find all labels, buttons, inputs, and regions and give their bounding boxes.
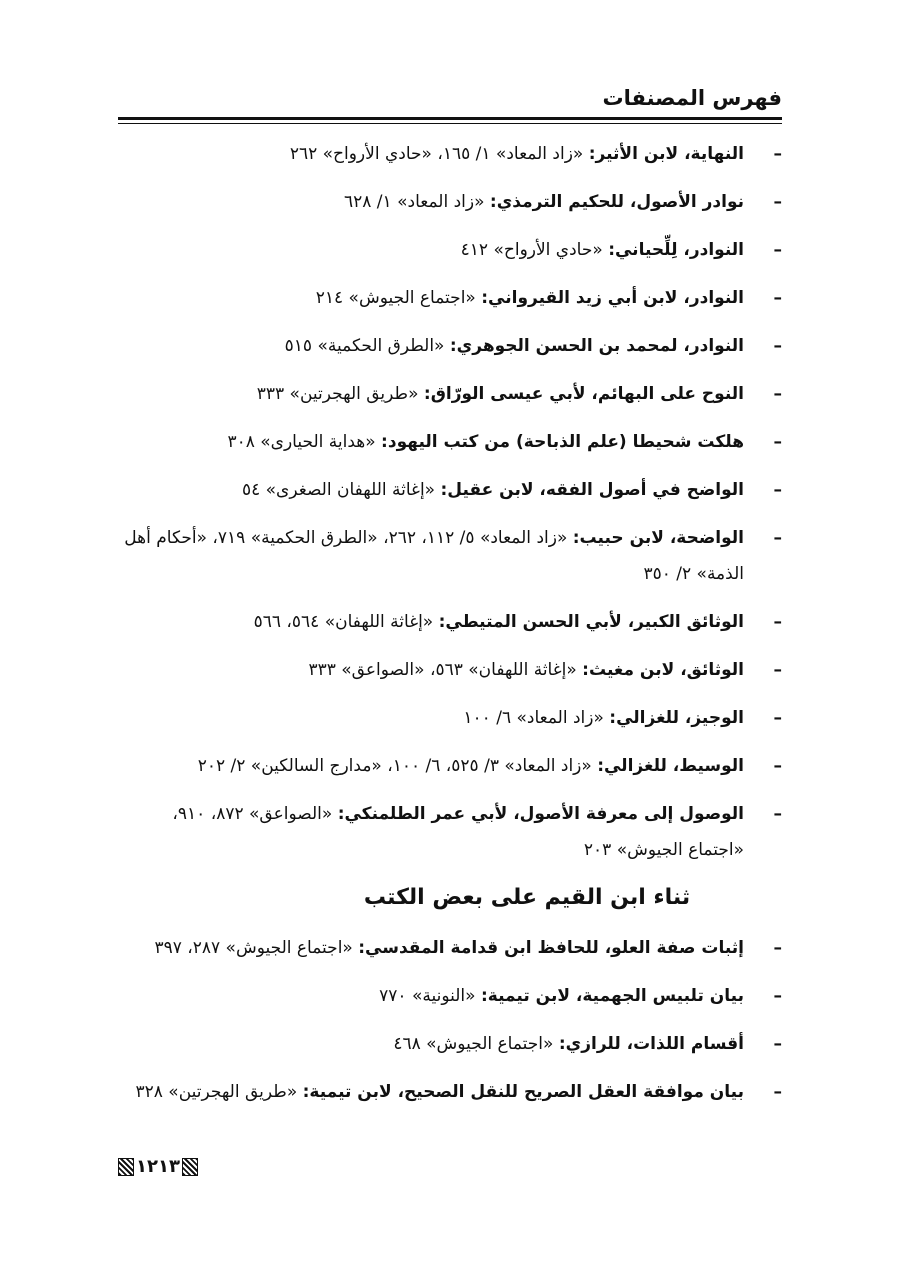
entry-references: «زاد المعاد» ١/ ٦٢٨ [344,192,485,212]
entry-title: إثبات صفة العلو، للحافظ ابن قدامة المقدسي: [358,938,744,958]
index-entry [112,978,782,1014]
entry-dash: – [773,660,782,680]
entry-references: «حادي الأرواح» ٤١٢ [460,240,603,260]
header-rule-thick [118,117,782,120]
ornament-right-icon [182,1158,198,1176]
ornament-left-icon [118,1158,134,1176]
entry-title: النوح على البهائم، لأبي عيسى الورّاق: [423,384,744,404]
index-entry [112,328,782,364]
entries-list-b [112,930,782,1110]
entry-title: بيان موافقة العقل الصريح للنقل الصحيح، لابن تيمية: [302,1082,744,1102]
entry-title: هلكت شحيطا (علم الذباحة) من كتب اليهود: [381,432,744,452]
entry-title: النوادر، لِلِّحياني: [608,240,744,260]
entry-references: «زاد المعاد» ٣/ ٥٢٥، ٦/ ١٠٠، «مدارج السالكين» ٢/ ٢٠٢ [197,756,592,776]
entry-dash: – [773,336,782,356]
entry-title: الوثائق الكبير، لأبي الحسن المتيطي: [438,612,744,632]
entry-dash: – [773,986,782,1006]
entry-dash: – [773,240,782,260]
section-heading: ثناء ابن القيم على بعض الكتب [363,885,691,910]
index-entry [112,184,782,220]
entry-dash: – [773,528,782,548]
entry-dash: – [773,708,782,728]
entry-title: النوادر، لابن أبي زيد القيرواني: [481,288,744,308]
entry-references: «طريق الهجرتين» ٣٢٨ [135,1082,298,1102]
entry-title: بيان تلبيس الجهمية، لابن تيمية: [480,986,744,1006]
index-entry [112,280,782,316]
entry-title: نوادر الأصول، للحكيم الترمذي: [489,192,744,212]
entry-dash: – [773,1082,782,1102]
index-body [112,136,782,1122]
entry-references: «اجتماع الجيوش» ٢١٤ [315,288,476,308]
entry-title: الوجيز، للغزالي: [609,708,744,728]
entry-title: النهاية، لابن الأثير: [588,144,744,164]
index-entry [112,472,782,508]
entry-references: «هداية الحيارى» ٣٠٨ [227,432,376,452]
entry-dash: – [773,938,782,958]
index-entry [112,424,782,460]
index-entry [112,520,782,592]
entry-dash: – [773,480,782,500]
entry-references: «الطرق الحكمية» ٥١٥ [284,336,445,356]
index-entry [112,930,782,966]
entry-title: النوادر، لمحمد بن الحسن الجوهري: [449,336,744,356]
entry-dash: – [773,1034,782,1054]
entry-dash: – [773,288,782,308]
entry-references: «اجتماع الجيوش» ٢٨٧، ٣٩٧ [154,938,353,958]
entry-references: «زاد المعاد» ٥/ ١١٢، ٢٦٢، «الطرق الحكمية» ٧١٩، «أحكام أهل الذمة» ٢/ ٣٥٠ [124,528,744,584]
entry-references: «الصواعق» ٨٧٢، ٩١٠، «اجتماع الجيوش» ٢٠٣ [172,804,744,860]
running-title: فهرس المصنفات [602,86,782,110]
header-rule-thin [118,123,782,124]
index-entry [112,136,782,172]
entry-references: «اجتماع الجيوش» ٤٦٨ [393,1034,554,1054]
entry-references: «إغاثة اللهفان الصغرى» ٥٤ [241,480,436,500]
index-entry [112,232,782,268]
entry-title: الوثائق، لابن مغيث: [582,660,744,680]
entry-dash: – [773,612,782,632]
page-number [118,1156,198,1177]
index-entry [112,376,782,412]
entry-references: «طريق الهجرتين» ٣٣٣ [256,384,419,404]
entry-references: «إغاثة اللهفان» ٥٦٣، «الصواعق» ٣٣٣ [308,660,577,680]
page-number-text: ١٢١٣ [136,1156,180,1177]
entry-title: الوسيط، للغزالي: [597,756,744,776]
entry-references: «النونية» ٧٧٠ [379,986,476,1006]
entry-title: الواضح في أصول الفقه، لابن عقيل: [440,480,744,500]
index-entry [112,1074,782,1110]
entry-references: «زاد المعاد» ٦/ ١٠٠ [463,708,604,728]
entry-dash: – [773,804,782,824]
entry-dash: – [773,756,782,776]
entry-dash: – [773,384,782,404]
index-entry [112,748,782,784]
index-entry [112,652,782,688]
entry-references: «إغاثة اللهفان» ٥٦٤، ٥٦٦ [253,612,434,632]
index-entry [112,700,782,736]
entry-title: الوصول إلى معرفة الأصول، لأبي عمر الطلمنكي: [337,804,744,824]
entry-dash: – [773,144,782,164]
entries-list-a [112,136,782,868]
entry-dash: – [773,432,782,452]
entry-dash: – [773,192,782,212]
index-entry [112,796,782,868]
entry-references: «زاد المعاد» ١/ ١٦٥، «حادي الأرواح» ٢٦٢ [289,144,584,164]
index-entry [112,1026,782,1062]
index-entry [112,604,782,640]
entry-title: الواضحة، لابن حبيب: [572,528,744,548]
entry-title: أقسام اللذات، للرازي: [558,1034,744,1054]
